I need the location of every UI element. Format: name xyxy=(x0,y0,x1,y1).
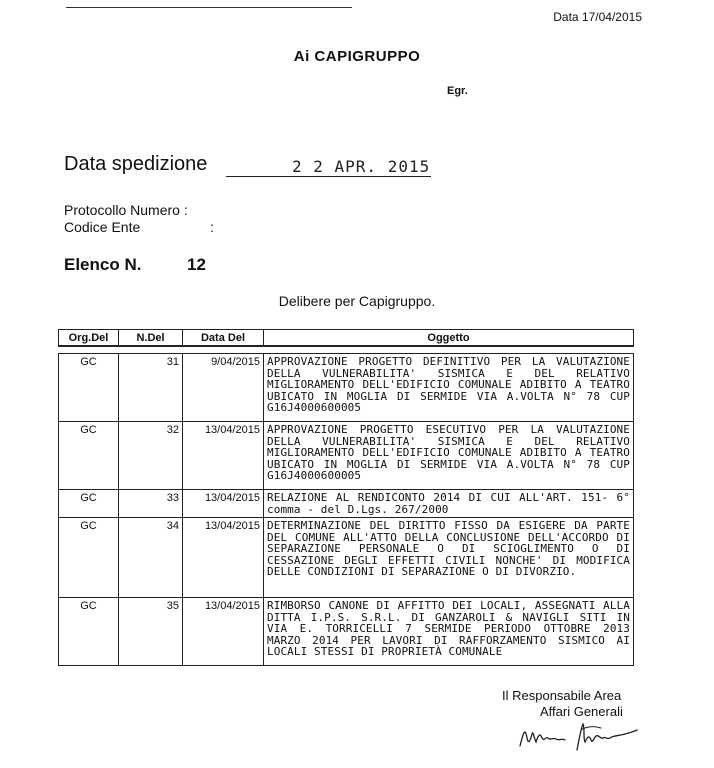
protocollo-label: Protocollo Numero : xyxy=(64,202,188,218)
cell-num: 35 xyxy=(119,598,183,666)
cell-oggetto: DETERMINAZIONE DEL DIRITTO FISSO DA ESIGERE DA PARTE DEL COMUNE ALL'ATTO DELLA CONCLUSIONE DELL'ACCORDO DI SEPARAZIONE PERSONALE O DI SCIOGLIMENTO O DI CESSAZIONE DEGLI EFFETTI CIVILI NONCHE' DI MODIFICA DELLE CONDIZIONI DI SEPARAZIONE O DI DIVORZIO. xyxy=(264,518,634,598)
cell-oggetto: RIMBORSO CANONE DI AFFITTO DEI LOCALI, ASSEGNATI ALLA DITTA I.P.S. S.R.L. DI GANZAROLI & NAVIGLI SITI IN VIA E. TORRICELLI 7 SERMIDE PERIODO OTTOBRE 2013 MARZO 2014 PER LAVORI DI RAFFORZAMENTO SISMICO AI LOCALI STESSI DI PROPRIETÀ COMUNALE xyxy=(264,598,634,666)
table-row xyxy=(59,518,634,598)
cell-data: 13/04/2015 xyxy=(183,422,264,490)
cell-num: 33 xyxy=(119,490,183,518)
cell-oggetto: APPROVAZIONE PROGETTO ESECUTIVO PER LA VALUTAZIONE DELLA VULNERABILITA' SISMICA E DEL RELATIVO MIGLIORAMENTO DELL'EDIFICIO COMUNALE ADIBITO A TEATRO UBICATO IN MOGLIA DI SERMIDE VIA A.VOLTA N° 78 CUP G16J4000600005 xyxy=(264,422,634,490)
signatory-title: Il Responsabile Area xyxy=(502,688,622,703)
page-title: Ai CAPIGRUPPO xyxy=(293,48,421,65)
cell-org: GC xyxy=(59,518,119,598)
top-rule xyxy=(66,7,352,8)
cell-data: 13/04/2015 xyxy=(183,598,264,666)
codice-ente-colon: : xyxy=(210,219,214,235)
delibere-table xyxy=(58,353,634,666)
table-row xyxy=(59,354,634,422)
spedizione-underline xyxy=(226,176,431,177)
column-header-oggetto: Oggetto xyxy=(264,330,634,347)
cell-data: 13/04/2015 xyxy=(183,490,264,518)
signatory-department: Affari Generali xyxy=(540,704,623,719)
column-header-org: Org.Del xyxy=(59,330,119,347)
table-header xyxy=(58,329,634,347)
list-subtitle: Delibere per Capigruppo. xyxy=(278,293,436,309)
column-header-num: N.Del xyxy=(119,330,183,347)
elenco-number: 12 xyxy=(187,255,206,274)
cell-org: GC xyxy=(59,354,119,422)
handwritten-signature xyxy=(515,716,640,756)
cell-data: 9/04/2015 xyxy=(183,354,264,422)
cell-org: GC xyxy=(59,422,119,490)
cell-org: GC xyxy=(59,490,119,518)
recipient-salutation: Egr. xyxy=(447,85,468,97)
codice-ente-label: Codice Ente xyxy=(64,219,141,235)
elenco-label: Elenco N. xyxy=(64,255,142,274)
cell-num: 31 xyxy=(119,354,183,422)
table-row xyxy=(59,490,634,518)
cell-num: 32 xyxy=(119,422,183,490)
column-header-data: Data Del xyxy=(183,330,264,347)
cell-data: 13/04/2015 xyxy=(183,518,264,598)
cell-oggetto: APPROVAZIONE PROGETTO DEFINITIVO PER LA VALUTAZIONE DELLA VULNERABILITA' SISMICA E DEL RELATIVO MIGLIORAMENTO DELL'EDIFICIO COMUNALE ADIBITO A TEATRO UBICATO IN MOGLIA DI SERMIDE VIA A.VOLTA N° 78 CUP G16J4000600005 xyxy=(264,354,634,422)
document-date: Data 17/04/2015 xyxy=(553,10,642,24)
table-row xyxy=(59,598,634,666)
table-row xyxy=(59,422,634,490)
cell-num: 34 xyxy=(119,518,183,598)
cell-oggetto: RELAZIONE AL RENDICONTO 2014 DI CUI ALL'ART. 151- 6° comma - del D.Lgs. 267/2000 xyxy=(264,490,634,518)
cell-org: GC xyxy=(59,598,119,666)
spedizione-label: Data spedizione xyxy=(64,153,208,175)
spedizione-date-stamp: 2 2 APR. 2015 xyxy=(292,157,431,176)
